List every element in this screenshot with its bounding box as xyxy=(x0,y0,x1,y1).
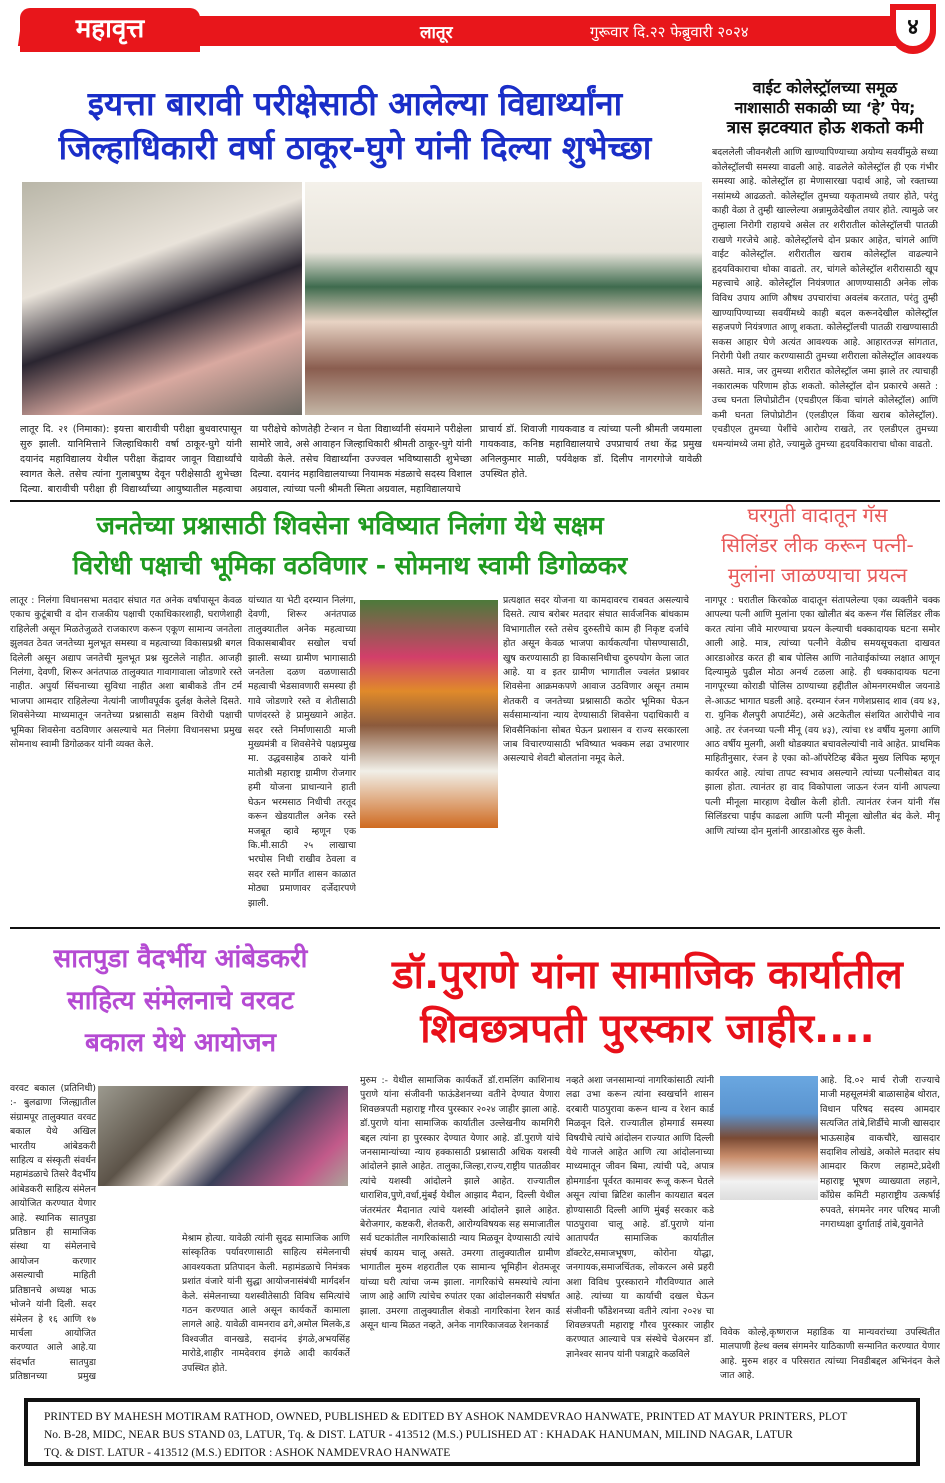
story6-column-3-bottom: विवेक कोल्हे,कृष्णराज महाडिक या मान्यवरांच्या उपस्थितीत मालपाणी हेल्थ क्लब संगमनेर याठिकाणी सन्मानित करण्यात येणार आहे. मुरुम शहर व परिसरात त्यांच्या निवडीबद्दल अभिनंदन केले जात आहे. xyxy=(720,1327,940,1382)
story5-photo-meeting xyxy=(98,1086,348,1186)
story3-headline-line1: जनतेच्या प्रश्नासाठी शिवसेना भविष्यात निलंगा येथे सक्षम xyxy=(96,511,604,540)
story2-headline xyxy=(710,78,940,138)
story4-headline xyxy=(695,500,940,590)
story1-headline xyxy=(10,82,700,170)
story2-body: बदललेली जीवनशैली आणि खाण्यापिण्याच्या अयोग्य सवयींमुळे सध्या कोलेस्ट्रॉलची समस्या वाढली आहे. वाढलेले कोलेस्ट्रॉल ही एक गंभीर समस्या आहे. कोलेस्ट्रॉल हा मेणासारखा पदार्थ आहे, जो रक्ताच्या नसांमध्ये आढळतो. कोलेस्ट्रॉल तुमच्या यकृतामध्ये तयार होते, परंतु काही वेळा ते तुम्ही खाल्लेल्या अन्नामुळेदेखील तयार होते. त्यामुळे जर तुम्हाला निरोगी राहायचे असेल तर शरीरातील कोलेस्ट्रॉलची पातळी राखणे गरजेचे आहे. कोलेस्ट्रॉलचे दोन प्रकार आहेत, चांगले आणि वाईट कोलेस्ट्रॉल. शरीरातील खराब कोलेस्ट्रॉल वाढल्याने हृदयविकाराचा धोका वाढतो. तर, चांगले कोलेस्ट्रॉल शरीरासाठी खूप महत्त्वाचे आहे. कोलेस्ट्रॉल नियंत्रणात आणण्यासाठी अनेक लोक विविध उपाय आणि औषध उपचारांचा अवलंब करतात, परंतु तुम्ही खाण्यापिण्याच्या सवयींमध्ये काही बदल करूनदेखील कोलेस्ट्रॉल सहजपणे नियंत्रणात आणू शकता. कोलेस्ट्रॉलची पातळी राखण्यासाठी सकस आहार घेणे अत्यंत आवश्यक आहे. आहारतज्ज्ञ सांगतात, निरोगी पेशी तयार करण्यासाठी तुमच्या शरीराला कोलेस्ट्रॉल आवश्यक असते. मात्र, जर तुमच्या शरीरात कोलेस्ट्रॉल जमा झाले तर त्याचाही नकारात्मक परिणाम होऊ शकतो. कोलेस्ट्रॉल दोन प्रकारचे असते : उच्च घनता लिपोप्रोटीन (एचडीएल किंवा चांगले कोलेस्ट्रॉल) आणि कमी घनता लिपोप्रोटीन (एलडीएल किंवा खराब कोलेस्ट्रॉल). एचडीएल तुमच्या पेशींचे आरोग्य राखते, तर एलडीएल तुमच्या धमन्यांमध्ये जमा होते, ज्यामुळे तुमच्या हृदयविकाराचा धोका वाढतो. xyxy=(712,147,938,450)
story3-column-1: लातूर : निलंगा विधानसभा मतदार संघात गत अनेक वर्षापासून केवळ एकाच कुटूंबाची व दोन राजकीय पक्षाची एकाधिकारशाही, घराणेशाही राहिलेली असून मिळतेजुळते राजकारण करून एकूण सामान्य जनतेला झुलवत ठेवत जनतेच्या मुलभूत समस्या व महत्वाच्या विकासप्रश्नी बगल दिलेली असून अद्याप जनतेची मुलभूत प्रश्न सुटलेले नाहीत. आजही निलंगा, देवणी, शिरूर अनंतपाळ तालुक्यात गावागावाला जोडणारे रस्ते नाहीत. अपुर्या सिंचनाच्या सुविधा नाहीत अशा बाबीकडे तीन टर्म भाजपा आमदार राहिलेल्या नेत्यांनी जाणीवपूर्वक दुर्लक्ष केलेले दिसते. शिवसेनेच्या माध्यमातून जनतेच्या प्रश्नासाठी सक्षम विरोधी पक्षाची भूमिका शिवसेना वठविणार असल्याचे मत निलंगा विधानसभा प्रमुख सोमनाथ स्वामी डिगोळकर यांनी व्यक्त केले. xyxy=(10,595,242,751)
imprint-line-3: TQ. & DIST. LATUR - 413512 (M.S.) EDITOR : ASHOK NAMDEVRAO HANWATE xyxy=(44,1447,451,1459)
story6-headline-line1: डॉ.पुराणे यांना सामाजिक कार्यातील xyxy=(392,952,903,998)
story4-headline-line3: मुलांना जाळण्याचा प्रयत्न xyxy=(727,563,908,587)
newspaper-logo: महावृत्त xyxy=(20,8,200,52)
story5-headline-line3: बकाल येथे आयोजन xyxy=(84,1028,277,1058)
story3-column-3: प्रत्यक्षात सदर योजना या कामदावरच राबवत असल्याचे दिसते. त्याच बरोबर मतदार संघात सार्वजनिक बांधकाम विभागातील रस्ते तसेच दुरुस्तीचे काम ही निकृष्ट दर्जाचे होत असून केवळ भाजपा कार्यकर्त्यांना पोसण्यासाठी, खुष करण्यासाठी हा विकासनिधीचा दुरुपयोग केला जात आहे. या व इतर ग्रामीण भागातील ज्वलंत प्रश्नावर शिवसेना आक्रमकपणे आवाज उठविणार असून तमाम शेतकरी व जनतेच्या प्रश्नासाठी कठोर भूमिका घेऊन सर्वसामान्यांना न्याय देण्यासाठी शिवसेना पदाधिकारी व शिवसैनिकांना सोबत घेऊन प्रशासन व राज्य सरकारला जाब विचारण्यासाठी भविष्यात भक्कम लढा उभारणार असल्याचे शेवटी बोलतांना नमूद केले. xyxy=(503,595,689,765)
story3-headline-line2: विरोधी पक्षाची भूमिका वठविणार - सोमनाथ स्वामी डिगोळकर xyxy=(72,551,628,580)
story4-headline-line1: घरगुती वादातून गॅस xyxy=(747,503,888,527)
story5-headline-line2: साहित्य संमेलनाचे वरवट xyxy=(67,986,294,1016)
story2-headline-line1: वाईट कोलेस्ट्रॉलच्या समूळ xyxy=(752,79,898,97)
story4-headline-line2: सिलिंडर लीक करून पत्नी- xyxy=(721,533,914,557)
story2-headline-line2: नाशासाठी सकाळी घ्या ‘हे’ पेय; xyxy=(734,99,916,117)
story6-column-3: आहे. दि.०२ मार्च रोजी राज्याचे माजी महसूलमंत्री बाळासाहेब थोरात, विधान परिषद सदस्य आमदार सत्यजित तांबे,शिर्डीचे माजी खासदार भाऊसाहेब वाकचौरे, खासदार सदाशिव लोखंडे, अकोले मतदार संघ आमदार किरण लहामटे,प्रदेशी महाराष्ट्र भूषण व्याख्याता लहाने, काँग्रेस कमिटी महाराष्ट्रीय उत्कर्षाई रुपवते, संगमनेर नगर परिषद माजी नगराध्यक्षा दुर्गाताई तांबे,युवानेते xyxy=(820,1075,940,1231)
section-divider-2 xyxy=(10,927,940,929)
story5-column-2: मेश्राम होत्या. यावेळी त्यांनी सुदढ सामाजिक आणि सांस्कृतिक पर्यावरणासाठी साहित्य संमेलनाची आवश्यकता प्रतिपादन केली. महामंडळाचे निमंत्रक प्रशांत वंजारे यांनी सुद्धा आयोजनासंबंधी मार्गदर्शन केले. संमेलनाच्या यशस्वीतेसाठी विविध समित्यांचे गठन करण्यात आले असून कार्यकर्ते कामाला लागले आहे. यावेळी वामनराव ढगे,अमोल मिलके,ड विश्वजीत वानखडे, सदानंद इंगळे,अभयसिंह मारोडे,शाहीर नामदेवराव इंगळे आदी कार्यकर्ते उपस्थित होते. xyxy=(182,1233,350,1374)
issue-date: गुरूवार दि.२२ फेब्रुवारी २०२४ xyxy=(590,23,749,41)
story6-column-1: मुरुम :- येथील सामाजिक कार्यकर्ते डॉ.रामलिंग काशिनाथ पुराणे यांना संजीवनी फाऊंडेशनच्या वतीने देण्यात येणारा शिवछत्रपती महाराष्ट्र गौरव पुरस्कार २०२४ जाहीर झाला आहे. डॉ.पुराणे यांना सामाजिक कार्यातील उल्लेखनीय कामगिरी बद्दल त्यांना हा पुरस्कार देण्यात येणार आहे. डॉ.पुराणे यांचे जनसामान्यांच्या न्याय हक्कासाठी प्रश्नासाठी अधिक यशस्वी आंदोलने झाले आहेत. तालुका,जिल्हा,राज्य,राष्ट्रीय पातळीवर त्यांचे यशस्वी आंदोलने झाले आहेत. राज्यातील धाराशिव,पुणे,वर्धा,मुंबई येथील आझाद मैदान, दिल्ली येथील जंतरमंतर मैदानात त्यांचे यशस्वी आंदोलने झाले आहेत. बेरोजगार, कष्टकरी, शेतकरी, आरोग्यविषयक सह समाजातील सर्व घटकांतील नागरिकांसाठी न्याय मिळवून देण्यासाठी त्यांचे संघर्ष कायम चालू असते. उमरगा तालुक्यातील ग्रामीण भागातील मुरुम शहरातील एक सामान्य भूमिहीन शेतमजूर यांच्या घरी त्यांचा जन्म झाला. नागरिकांचे समस्यांचे त्यांना जाण आहे आणि त्यांचेच रुपांतर एका आंदोलनकारी संघर्षात झाला. उमरगा तालुक्यातील शेकडो नागरिकांना रेशन कार्ड असून धान्य मिळत नव्हते, अनेक नागरिकाजवळ रेशनकार्ड xyxy=(360,1075,560,1331)
story3-headline xyxy=(10,506,690,586)
story6-photo-dr-purane xyxy=(720,1076,818,1200)
story6-headline xyxy=(355,948,940,1056)
edition-city: लातूर xyxy=(420,23,453,43)
story4-body: नागपूर : घरातील किरकोळ वादातून संतापलेल्या एका व्यक्तीने चक्क आपल्या पत्नी आणि मुलांना एका खोलीत बंद करून गॅस सिलिंडर लीक करत त्यांना जीवे मारण्याचा प्रयत्न केल्याची धक्कादायक घटना समोर आली आहे. मात्र, त्यांच्या पत्नीने वेळीच समयसूचकता दाखवत आरडाओरड करत ही बाब पोलिस आणि नातेवाईकांच्या लक्षात आणून दिल्यामुळे पुढील मोठा अनर्थ टळला आहे. ही धक्कादायक घटना नागपूरच्या कोराडी पोलिस ठाण्याच्या हद्दीतील ओमनगरमधील जयनाडे ले-आऊट भागात घडली आहे. दरम्यान रंजन गणेशप्रसाद शाव (वय ४३, रा. युनिक शैलपुरी अपार्टमेंट), असे अटकेतील संशयित आरोपीचे नाव आहे. तर रंजनच्या पत्नी मीनू (वय ४३), त्यांचा १४ वर्षीय मुलगा आणि आठ वर्षीय मुलगी, अशी थोडक्यात बचावलेल्यांची नावे आहेत. प्राथमिक माहितीनुसार, रंजन हे एका को-ऑपरेटिव्ह बँकेत मुख्य लिपिक म्हणून कार्यरत आहे. त्यांचा तापट स्वभाव असल्याने त्यांच्या पत्नीसोबत वाद झाला होता. त्यानंतर हा वाद विकोपाला जाऊन रंजन यांनी आपल्या पत्नी मीनूला मारहाण देखील केली होती. त्यानंतर रंजन यांनी गॅस सिलिंडरचा पाईप काढला आणि पत्नी मीनूला खोलीत बंद केले. मीनू आणि त्यांच्या दोन मुलांनी आरडाओरड सुरु केली. xyxy=(705,595,940,837)
story3-photo-somnath-swami xyxy=(360,600,498,828)
story1-column-2: या परीक्षेचे कोणतेही टेन्शन न घेता विद्यार्थ्यांनी संयमाने परीक्षेला सामोरे जावे, असे आवाहन जिल्हाधिकारी श्रीमती ठाकूर-घुगे यांनी यावेळी केले. तसेच विद्यार्थ्यांना उज्ज्वल भविष्यासाठी शुभेच्छा दिल्या. दयानंद महाविद्यालयाच्या नियामक मंडळाचे सदस्य विशाल अग्रवाल, त्यांच्या पत्नी श्रीमती स्मिता अग्रवाल, महाविद्यालयाचे xyxy=(250,424,472,495)
story1-column-1: लातूर दि. २१ (निमाका): इयत्ता बारावीची परीक्षा बुधवारपासून सुरु झाली. यानिमित्ताने जिल्हाधिकारी वर्षा ठाकूर-घुगे यांनी दयानंद महाविद्यालय येथील परीक्षा केंद्रावर जावून विद्यार्थ्यांचे स्वागत केले. तसेच त्यांना गुलाबपुष्प देवून परीक्षेसाठी शुभेच्छा दिल्या. बारावीची परीक्षा ही विद्यार्थ्यांच्या आयुष्यातील महत्वाचा xyxy=(20,424,242,495)
story5-headline xyxy=(8,938,353,1064)
story2-headline-line3: त्रास झटक्यात होऊ शकतो कमी xyxy=(726,118,924,138)
story5-headline-line1: सातपुडा वैदर्भीय आंबेडकरी xyxy=(53,944,308,974)
imprint-line-1: PRINTED BY MAHESH MOTIRAM RATHOD, OWNED, PUBLISHED & EDITED BY ASHOK NAMDEVRAO HANWATE, PRINTED AT MAYUR PRINTERS, PLOT xyxy=(44,1411,848,1423)
masthead xyxy=(0,0,945,56)
story6-column-2: नव्हते अशा जनसामान्यां नागरिकांसाठी त्यांनी लढा उभा करून त्यांना स्वखर्चाने शासन दरबारी पाठपुरावा करून धान्य व रेशन कार्ड मिळवून दिले. राज्यातील होमगार्ड समस्या विषयीचे त्यांचे आंदोलन राज्यात आणि दिल्ली येथे गाजले आहेत आणि त्या आंदोलनाच्या माध्यमातून जीवन बिमा, त्यांची पदे, अपात्र होमगार्डना पूर्वरत कामावर रूजू करून घेतले असून त्यांचा ब्रिटिश कालीन कायद्यात बदल होण्यासाठी दिल्ली आणि मुंबई सरकार कडे पाठपुरावा चालू आहे. डॉ.पुराणे यांना आतापर्यंत सामाजिक कार्यातील डॉक्टरेट,समाजभूषण, कोरोना योद्धा, जनगायक,समाजचिंतक, लोकरत्न असे प्रहरी अशा विविध पुरस्काराने गौरविण्यात आले आहे. त्यांच्या या कार्याची दखल घेऊन संजीवनी फौंडेशनच्या वतीने त्यांना २०२४ चा शिवछत्रपती महाराष्ट्र गौरव पुरस्कार जाहीर करण्यात आल्याचे पत्र संस्थेचे चेअरमन डॉ. ज्ञानेश्वर सानप यांनी पत्राद्वारे कळविले xyxy=(566,1075,714,1360)
story3-column-2: यांच्यात या भेटी दरम्यान निलंगा, देवणी, शिरूर अनंतपाळ तालुक्यातील अनेक महत्वाच्या विकासबाबीवर सखोल चर्चा झाली. सध्या ग्रामीण भागासाठी जनतेला दळण वळणासाठी महत्वाची भेडसावणारी समस्या ही गावे जोडणारे रस्ते व शेतीसाठी पाणंदरस्ते हे प्रामुख्याने आहेत. सदर रस्ते निर्माणासाठी माजी मुख्यमंत्री व शिवसेनेचे पक्षप्रमुख मा. उद्धवसाहेब ठाकरे यांनी मातोश्री महाराष्ट्र ग्रामीण रोजगार हमी योजना प्राधान्याने हाती घेऊन भरमसाठ निधीची तरतूद करून खेडयातील अनेक रस्ते मजबूत व्हावे म्हणून एक कि.मी.साठी २५ लाखाचा भरघोस निधी राखीव ठेवला व सदर रस्ते मार्गीत शासन काळात मोठ्या प्रमाणावर दर्जेदारपणे झाली. xyxy=(248,595,356,909)
page-number-badge xyxy=(890,4,936,54)
page-number: ४ xyxy=(896,10,930,46)
story1-column-3: प्राचार्य डॉ. शिवाजी गायकवाड व त्यांच्या पत्नी श्रीमती जयमाला गायकवाड, कनिष्ठ महाविद्यालयाचे उपप्राचार्य तथा केंद्र प्रमुख अनिलकुमार माळी, पर्यवेक्षक डॉ. दिलीप नागरगोजे यावेळी उपस्थित होते. xyxy=(480,424,702,480)
story1-headline-line2: जिल्हाधिकारी वर्षा ठाकूर-घुगे यांनी दिल्या शुभेच्छा xyxy=(58,128,652,167)
story1-photo-collector xyxy=(22,182,302,415)
imprint-line-2: No. B-28, MIDC, NEAR BUS STAND 03, LATUR, Tq. & DIST. LATUR - 413512 (M.S.) PULISHED AT : KHADAK HANUMAN, MILIND NAGAR, LATUR xyxy=(44,1429,793,1441)
imprint-box xyxy=(24,1398,920,1466)
story5-column-1: वरवट बकाल (प्रतिनिधी) :- बुलढाणा जिल्ह्यातील संग्रामपूर तालुक्यात वरवट बकाल येथे अखिल भारतीय आंबेडकरी साहित्य व संस्कृती संवर्धन महामंडळाचे तिसरे वैदर्भीय आंबेडकरी साहित्य संमेलन आयोजित करण्यात येणार आहे. स्थानिक सातपुडा प्रतिष्ठान ही सामाजिक संस्था या संमेलनाचे आयोजन करणार असल्याची माहिती प्रतिष्ठानचे अध्यक्ष भाऊ भोजने यांनी दिली. सदर संमेलन हे १६ आणि १७ मार्चला आयोजित करण्यात आले आहे.या संदर्भात सातपुडा प्रतिष्ठानच्या प्रमुख xyxy=(10,1083,96,1383)
story6-headline-line2: शिवछत्रपती पुरस्कार जाहीर.... xyxy=(420,1006,875,1052)
story1-photo-students xyxy=(305,182,702,415)
story1-headline-line1: इयत्ता बारावी परीक्षेसाठी आलेल्या विद्यार्थ्यांना xyxy=(87,84,623,123)
